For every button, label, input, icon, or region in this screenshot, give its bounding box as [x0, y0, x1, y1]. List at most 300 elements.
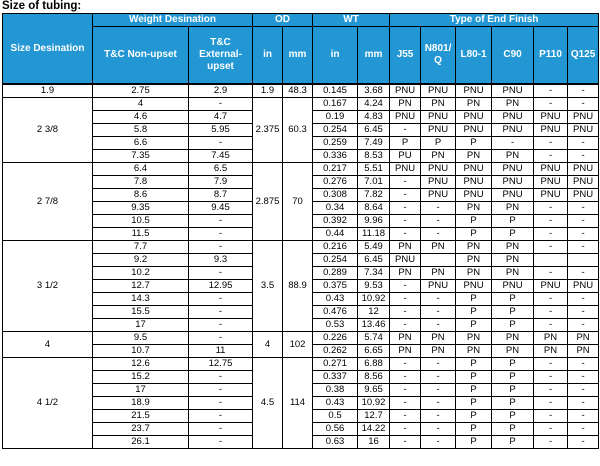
- wt-in-cell: 0.19: [313, 111, 358, 124]
- tc-non-upset-cell: 9.5: [93, 332, 189, 345]
- tc-non-upset-cell: 17: [93, 319, 189, 332]
- wt-mm-cell: 10.92: [358, 397, 390, 410]
- q125-cell: PNU: [568, 280, 599, 293]
- j55-header: J55: [390, 27, 421, 85]
- size-designation-cell: 2 7/8: [3, 163, 93, 241]
- wt-in-cell: 0.375: [313, 280, 358, 293]
- l801-cell: P: [456, 410, 492, 423]
- j55-cell: PN: [390, 267, 421, 280]
- c90-cell: P: [492, 384, 534, 397]
- p110-cell: -: [534, 267, 568, 280]
- c90-cell: P: [492, 228, 534, 241]
- l801-cell: PN: [456, 267, 492, 280]
- j55-cell: -: [390, 436, 421, 449]
- wt-mm-cell: 5.51: [358, 163, 390, 176]
- l801-cell: PN: [456, 254, 492, 267]
- q125-cell: -: [568, 358, 599, 371]
- n801q-cell: PNU: [421, 176, 456, 189]
- wt-in-cell: 0.5: [313, 410, 358, 423]
- p110-cell: PNU: [534, 111, 568, 124]
- j55-cell: -: [390, 215, 421, 228]
- p110-cell: PN: [534, 332, 568, 345]
- q125-cell: [568, 254, 599, 267]
- table-row: [3, 98, 599, 111]
- l801-cell: P: [456, 215, 492, 228]
- wt-in-cell: 0.271: [313, 358, 358, 371]
- c90-cell: -: [492, 137, 534, 150]
- q125-cell: -: [568, 436, 599, 449]
- tc-external-upset-cell: 6.5: [189, 163, 253, 176]
- tc-external-upset-cell: -: [189, 137, 253, 150]
- tc-external-upset-cell: 4.7: [189, 111, 253, 124]
- wt-in-cell: 0.63: [313, 436, 358, 449]
- tc-non-upset-cell: 10.2: [93, 267, 189, 280]
- q125-cell: PNU: [568, 124, 599, 137]
- wt-in-cell: 0.226: [313, 332, 358, 345]
- q125-cell: -: [568, 215, 599, 228]
- table-body: [3, 84, 599, 449]
- wt-mm-header: mm: [358, 27, 390, 85]
- size-designation-cell: 4: [3, 332, 93, 358]
- tc-external-upset-cell: 12.75: [189, 358, 253, 371]
- tc-external-upset-cell: 8.7: [189, 189, 253, 202]
- od-in-header: in: [253, 27, 283, 85]
- j55-cell: PN: [390, 332, 421, 345]
- tc-external-upset-cell: 12.95: [189, 280, 253, 293]
- q125-cell: -: [568, 319, 599, 332]
- wt-in-cell: 0.43: [313, 397, 358, 410]
- c90-cell: PNU: [492, 111, 534, 124]
- wt-in-cell: 0.34: [313, 202, 358, 215]
- c90-cell: PNU: [492, 84, 534, 98]
- tc-external-upset-cell: -: [189, 384, 253, 397]
- tc-external-upset-cell: -: [189, 98, 253, 111]
- wt-mm-cell: 13.46: [358, 319, 390, 332]
- wt-in-cell: 0.392: [313, 215, 358, 228]
- j55-cell: PN: [390, 98, 421, 111]
- l801-cell: PNU: [456, 189, 492, 202]
- c90-cell: PNU: [492, 163, 534, 176]
- wt-in-cell: 0.259: [313, 137, 358, 150]
- l801-cell: P: [456, 423, 492, 436]
- p110-cell: -: [534, 215, 568, 228]
- tc-non-upset-cell: 7.7: [93, 241, 189, 254]
- q125-cell: -: [568, 267, 599, 280]
- c90-cell: PN: [492, 202, 534, 215]
- p110-cell: PNU: [534, 163, 568, 176]
- c90-cell: P: [492, 410, 534, 423]
- q125-cell: -: [568, 410, 599, 423]
- tc-non-upset-cell: 23.7: [93, 423, 189, 436]
- c90-cell: P: [492, 306, 534, 319]
- wt-in-cell: 0.145: [313, 84, 358, 98]
- j55-cell: P: [390, 137, 421, 150]
- p110-cell: -: [534, 98, 568, 111]
- c90-cell: PN: [492, 332, 534, 345]
- tc-non-upset-header: T&C Non-upset: [93, 27, 189, 85]
- size-designation-cell: 2 3/8: [3, 98, 93, 163]
- tc-external-upset-cell: -: [189, 241, 253, 254]
- wt-mm-cell: 8.56: [358, 371, 390, 384]
- wt-mm-cell: 8.64: [358, 202, 390, 215]
- wt-in-cell: 0.289: [313, 267, 358, 280]
- wt-in-header: in: [313, 27, 358, 85]
- p110-cell: -: [534, 397, 568, 410]
- j55-cell: -: [390, 384, 421, 397]
- wt-in-cell: 0.308: [313, 189, 358, 202]
- p110-cell: -: [534, 319, 568, 332]
- wt-mm-cell: 6.45: [358, 124, 390, 137]
- wt-in-cell: 0.44: [313, 228, 358, 241]
- wt-in-cell: 0.216: [313, 241, 358, 254]
- tc-external-upset-cell: -: [189, 423, 253, 436]
- wt-in-cell: 0.53: [313, 319, 358, 332]
- j55-cell: -: [390, 189, 421, 202]
- c90-cell: PN: [492, 267, 534, 280]
- l801-cell: PNU: [456, 124, 492, 137]
- wt-mm-cell: 10.92: [358, 293, 390, 306]
- q125-header: Q125: [568, 27, 599, 85]
- wt-mm-cell: 14.22: [358, 423, 390, 436]
- c90-cell: P: [492, 436, 534, 449]
- c90-cell: PNU: [492, 176, 534, 189]
- p110-cell: -: [534, 228, 568, 241]
- p110-cell: PNU: [534, 176, 568, 189]
- p110-cell: -: [534, 150, 568, 163]
- n801q-cell: PNU: [421, 124, 456, 137]
- n801q-cell: PN: [421, 150, 456, 163]
- j55-cell: PNU: [390, 254, 421, 267]
- wt-in-cell: 0.262: [313, 345, 358, 358]
- tc-non-upset-cell: 4.6: [93, 111, 189, 124]
- tc-non-upset-cell: 7.8: [93, 176, 189, 189]
- p110-cell: -: [534, 410, 568, 423]
- wt-in-cell: 0.276: [313, 176, 358, 189]
- size-designation-cell: 3 1/2: [3, 241, 93, 332]
- n801q-cell: PN: [421, 345, 456, 358]
- q125-cell: PN: [568, 345, 599, 358]
- tc-non-upset-cell: 12.7: [93, 280, 189, 293]
- l801-cell: P: [456, 319, 492, 332]
- l801-cell: P: [456, 358, 492, 371]
- wt-mm-cell: 12: [358, 306, 390, 319]
- wt-mm-cell: 4.24: [358, 98, 390, 111]
- q125-cell: -: [568, 202, 599, 215]
- n801q-cell: PN: [421, 98, 456, 111]
- wt-mm-cell: 6.45: [358, 254, 390, 267]
- wt-in-cell: 0.38: [313, 384, 358, 397]
- table-row: [3, 84, 599, 98]
- c90-cell: P: [492, 358, 534, 371]
- tc-non-upset-cell: 9.35: [93, 202, 189, 215]
- l801-cell: PN: [456, 150, 492, 163]
- c90-cell: P: [492, 371, 534, 384]
- wt-mm-cell: 9.53: [358, 280, 390, 293]
- n801q-cell: -: [421, 202, 456, 215]
- tc-external-upset-cell: -: [189, 293, 253, 306]
- tc-non-upset-cell: 9.2: [93, 254, 189, 267]
- n801q-cell: PN: [421, 267, 456, 280]
- tc-external-upset-cell: -: [189, 228, 253, 241]
- n801q-cell: -: [421, 319, 456, 332]
- wt-mm-cell: 3.68: [358, 84, 390, 98]
- n801q-cell: -: [421, 410, 456, 423]
- tc-non-upset-cell: 10.7: [93, 345, 189, 358]
- tc-non-upset-cell: 6.6: [93, 137, 189, 150]
- wt-mm-cell: 12.7: [358, 410, 390, 423]
- c90-cell: PN: [492, 241, 534, 254]
- q125-cell: -: [568, 241, 599, 254]
- wt-mm-cell: 4.83: [358, 111, 390, 124]
- n801q-cell: PNU: [421, 189, 456, 202]
- wt-mm-cell: 7.01: [358, 176, 390, 189]
- n801q-cell: -: [421, 397, 456, 410]
- n801q-cell: -: [421, 436, 456, 449]
- tc-non-upset-cell: 12.6: [93, 358, 189, 371]
- od-in-cell: 4: [253, 332, 283, 358]
- j55-cell: -: [390, 293, 421, 306]
- od-mm-cell: 48.3: [283, 84, 313, 98]
- l801-header: L80-1: [456, 27, 492, 85]
- c90-cell: PNU: [492, 189, 534, 202]
- wt-in-cell: 0.254: [313, 254, 358, 267]
- q125-cell: PNU: [568, 176, 599, 189]
- j55-cell: -: [390, 124, 421, 137]
- c90-cell: PN: [492, 98, 534, 111]
- c90-cell: PNU: [492, 124, 534, 137]
- n801q-cell: PN: [421, 241, 456, 254]
- size-designation-cell: 1.9: [3, 84, 93, 98]
- p110-cell: PNU: [534, 124, 568, 137]
- od-in-cell: 2.375: [253, 98, 283, 163]
- tc-non-upset-cell: 10.5: [93, 215, 189, 228]
- n801q-cell: PN: [421, 332, 456, 345]
- n801q-cell: -: [421, 423, 456, 436]
- tc-non-upset-cell: 15.5: [93, 306, 189, 319]
- q125-cell: -: [568, 150, 599, 163]
- n801q-cell: P: [421, 137, 456, 150]
- p110-header: P110: [534, 27, 568, 85]
- j55-cell: PNU: [390, 163, 421, 176]
- tc-external-upset-cell: 9.3: [189, 254, 253, 267]
- l801-cell: P: [456, 293, 492, 306]
- p110-cell: -: [534, 84, 568, 98]
- n801q-header: N801/ Q: [421, 27, 456, 85]
- q125-cell: PNU: [568, 111, 599, 124]
- tc-non-upset-cell: 11.5: [93, 228, 189, 241]
- p110-cell: -: [534, 241, 568, 254]
- od-mm-cell: 60.3: [283, 98, 313, 163]
- table-row: [3, 163, 599, 176]
- l801-cell: P: [456, 436, 492, 449]
- weight-designation-header: Weight Desination: [93, 14, 253, 27]
- n801q-cell: PNU: [421, 280, 456, 293]
- table-row: [3, 332, 599, 345]
- tc-non-upset-cell: 26.1: [93, 436, 189, 449]
- wt-mm-cell: 5.49: [358, 241, 390, 254]
- od-mm-cell: 114: [283, 358, 313, 449]
- tc-non-upset-cell: 7.35: [93, 150, 189, 163]
- n801q-cell: [421, 254, 456, 267]
- tc-non-upset-cell: 14.3: [93, 293, 189, 306]
- wt-mm-cell: 7.49: [358, 137, 390, 150]
- p110-cell: -: [534, 436, 568, 449]
- c90-cell: PNU: [492, 280, 534, 293]
- od-mm-header: mm: [283, 27, 313, 85]
- j55-cell: -: [390, 202, 421, 215]
- j55-cell: PU: [390, 150, 421, 163]
- p110-cell: PN: [534, 345, 568, 358]
- p110-cell: -: [534, 358, 568, 371]
- wt-in-cell: 0.43: [313, 293, 358, 306]
- tc-non-upset-cell: 4: [93, 98, 189, 111]
- l801-cell: P: [456, 384, 492, 397]
- tc-external-upset-cell: -: [189, 397, 253, 410]
- q125-cell: -: [568, 98, 599, 111]
- od-in-cell: 2.875: [253, 163, 283, 241]
- tc-external-upset-cell: 5.95: [189, 124, 253, 137]
- wt-in-cell: 0.56: [313, 423, 358, 436]
- wt-in-cell: 0.254: [313, 124, 358, 137]
- tc-external-upset-cell: -: [189, 332, 253, 345]
- wt-mm-cell: 6.65: [358, 345, 390, 358]
- tc-external-upset-cell: 7.9: [189, 176, 253, 189]
- tc-external-upset-cell: -: [189, 319, 253, 332]
- q125-cell: -: [568, 371, 599, 384]
- l801-cell: PN: [456, 241, 492, 254]
- size-designation-cell: 4 1/2: [3, 358, 93, 449]
- q125-cell: PN: [568, 332, 599, 345]
- n801q-cell: -: [421, 293, 456, 306]
- od-in-cell: 4.5: [253, 358, 283, 449]
- p110-cell: PNU: [534, 280, 568, 293]
- od-in-cell: 3.5: [253, 241, 283, 332]
- l801-cell: P: [456, 306, 492, 319]
- c90-cell: PN: [492, 345, 534, 358]
- j55-cell: -: [390, 410, 421, 423]
- c90-cell: P: [492, 397, 534, 410]
- l801-cell: PN: [456, 332, 492, 345]
- page-title: Size of tubing:: [2, 0, 82, 12]
- c90-cell: PN: [492, 150, 534, 163]
- q125-cell: PNU: [568, 189, 599, 202]
- tc-external-upset-cell: -: [189, 436, 253, 449]
- wt-mm-cell: 8.53: [358, 150, 390, 163]
- q125-cell: -: [568, 84, 599, 98]
- p110-cell: PNU: [534, 189, 568, 202]
- l801-cell: PN: [456, 345, 492, 358]
- c90-header: C90: [492, 27, 534, 85]
- tc-non-upset-cell: 2.75: [93, 84, 189, 98]
- n801q-cell: PNU: [421, 111, 456, 124]
- p110-cell: -: [534, 137, 568, 150]
- q125-cell: PNU: [568, 163, 599, 176]
- p110-cell: -: [534, 384, 568, 397]
- j55-cell: -: [390, 176, 421, 189]
- c90-cell: PN: [492, 254, 534, 267]
- tc-non-upset-cell: 21.5: [93, 410, 189, 423]
- header-row-sub: [3, 27, 599, 85]
- c90-cell: P: [492, 215, 534, 228]
- j55-cell: -: [390, 397, 421, 410]
- od-mm-cell: 102: [283, 332, 313, 358]
- j55-cell: PNU: [390, 84, 421, 98]
- j55-cell: -: [390, 228, 421, 241]
- j55-cell: -: [390, 358, 421, 371]
- p110-cell: -: [534, 371, 568, 384]
- tc-non-upset-cell: 15.2: [93, 371, 189, 384]
- tc-non-upset-cell: 6.4: [93, 163, 189, 176]
- q125-cell: -: [568, 384, 599, 397]
- n801q-cell: -: [421, 215, 456, 228]
- q125-cell: -: [568, 293, 599, 306]
- j55-cell: -: [390, 280, 421, 293]
- n801q-cell: -: [421, 384, 456, 397]
- l801-cell: P: [456, 371, 492, 384]
- c90-cell: P: [492, 319, 534, 332]
- p110-cell: -: [534, 423, 568, 436]
- c90-cell: P: [492, 293, 534, 306]
- od-mm-cell: 70: [283, 163, 313, 241]
- tc-external-upset-cell: 9.45: [189, 202, 253, 215]
- size-designation-header: Size Desination: [3, 14, 93, 85]
- tc-non-upset-cell: 8.6: [93, 189, 189, 202]
- j55-cell: -: [390, 423, 421, 436]
- wt-in-cell: 0.217: [313, 163, 358, 176]
- n801q-cell: -: [421, 228, 456, 241]
- tc-external-upset-cell: -: [189, 215, 253, 228]
- l801-cell: P: [456, 137, 492, 150]
- tubing-size-table: [2, 13, 599, 449]
- p110-cell: -: [534, 306, 568, 319]
- j55-cell: -: [390, 319, 421, 332]
- n801q-cell: -: [421, 306, 456, 319]
- tc-external-upset-cell: -: [189, 410, 253, 423]
- tc-external-upset-cell: -: [189, 306, 253, 319]
- wt-in-cell: 0.476: [313, 306, 358, 319]
- wt-mm-cell: 7.34: [358, 267, 390, 280]
- end-finish-header: Type of End Finish: [390, 14, 599, 27]
- n801q-cell: PNU: [421, 84, 456, 98]
- tc-external-upset-cell: 11: [189, 345, 253, 358]
- j55-cell: PN: [390, 241, 421, 254]
- n801q-cell: -: [421, 371, 456, 384]
- wt-mm-cell: 9.96: [358, 215, 390, 228]
- tc-non-upset-cell: 5.8: [93, 124, 189, 137]
- j55-cell: -: [390, 306, 421, 319]
- n801q-cell: -: [421, 358, 456, 371]
- tc-external-upset-cell: 7.45: [189, 150, 253, 163]
- wt-in-cell: 0.337: [313, 371, 358, 384]
- l801-cell: PNU: [456, 176, 492, 189]
- l801-cell: PNU: [456, 280, 492, 293]
- wt-mm-cell: 6.88: [358, 358, 390, 371]
- p110-cell: -: [534, 293, 568, 306]
- wt-mm-cell: 11.18: [358, 228, 390, 241]
- q125-cell: -: [568, 228, 599, 241]
- p110-cell: [534, 254, 568, 267]
- table-row: [3, 241, 599, 254]
- n801q-cell: PNU: [421, 163, 456, 176]
- tc-external-upset-header: T&C External-upset: [189, 27, 253, 85]
- tc-external-upset-cell: 2.9: [189, 84, 253, 98]
- l801-cell: P: [456, 228, 492, 241]
- od-mm-cell: 88.9: [283, 241, 313, 332]
- wt-mm-cell: 9.65: [358, 384, 390, 397]
- header-row-top: [3, 14, 599, 27]
- q125-cell: -: [568, 137, 599, 150]
- wt-mm-cell: 5.74: [358, 332, 390, 345]
